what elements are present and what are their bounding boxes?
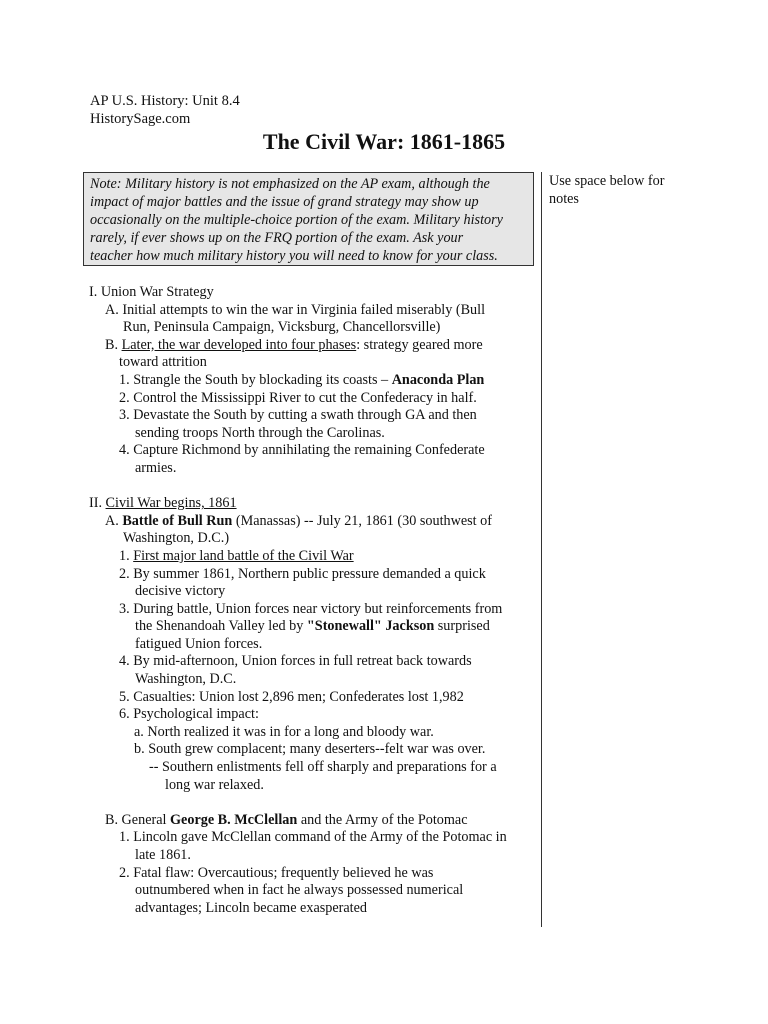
outline-item-cont: toward attrition (119, 354, 207, 371)
notes-label-line: Use space below for (549, 173, 665, 189)
outline-subitem-cont: late 1861. (135, 847, 191, 863)
notes-column-label (549, 172, 689, 208)
item-text: 1. Strangle the South by blockading its coasts – (119, 371, 392, 388)
outline-subitem: 2. Control the Mississippi River to cut the Confederacy in half. (119, 389, 477, 406)
outline-item (89, 337, 537, 355)
section-heading: I. Union War Strategy (89, 284, 214, 300)
outline-subsubitem: a. North realized it was in for a long and bloody war. (134, 723, 434, 740)
note-line: rarely, if ever shows up on the FRQ portion of the exam. Ask your (90, 230, 464, 246)
item-text: (Manassas) -- July 21, 1861 (30 southwest of (232, 512, 492, 529)
outline-item: A. Initial attempts to win the war in Virginia failed miserably (Bull (105, 301, 486, 318)
underlined-text: Later, the war developed into four phases (121, 336, 357, 353)
outline-subitem: 6. Psychological impact: (119, 706, 259, 723)
outline-subitem: 3. Devastate the South by cutting a swath through GA and then (119, 407, 477, 424)
item-text: the Shenandoah Valley led by (135, 618, 307, 635)
outline-subitem: 2. By summer 1861, Northern public pressure demanded a quick (119, 565, 486, 582)
bold-term: Battle of Bull Run (122, 512, 233, 529)
course-label: AP U.S. History: Unit 8.4 (90, 93, 240, 109)
note-line: impact of major battles and the issue of grand strategy may show up (90, 194, 479, 210)
item-text: : strategy geared more (356, 336, 483, 353)
item-prefix: B. (105, 336, 122, 353)
item-prefix: B. General (105, 811, 171, 828)
outline-subitem-cont: fatigued Union forces. (135, 635, 263, 652)
outline-subitem: 4. Capture Richmond by annihilating the remaining Confederate (119, 442, 485, 459)
section-heading (89, 495, 537, 513)
outline-subsubitem: b. South grew complacent; many deserters--felt war was over. (134, 741, 486, 758)
outline-item-cont: Run, Peninsula Campaign, Vicksburg, Chancellorsville) (123, 319, 441, 336)
page-title: The Civil War: 1861-1865 (262, 129, 506, 154)
outline-item (89, 812, 537, 830)
outline-subitem-cont: armies. (135, 459, 177, 476)
outline-subitem (89, 548, 537, 566)
notes-label-line: notes (549, 191, 579, 207)
underlined-text: First major land battle of the Civil War (133, 547, 354, 564)
note-line: occasionally on the multiple-choice portion of the exam. Military history (90, 212, 503, 228)
item-text: and the Army of the Potomac (297, 811, 468, 828)
outline-subitem-cont (89, 618, 537, 636)
outline-subitem (89, 372, 537, 390)
underlined-text: Civil War begins, 1861 (105, 495, 237, 512)
outline-dash-item-cont: long war relaxed. (165, 776, 264, 793)
site-label: HistorySage.com (90, 111, 191, 127)
bold-term: George B. McClellan (170, 811, 298, 828)
bold-term: Anaconda Plan (391, 371, 485, 388)
outline-item-cont: Washington, D.C.) (123, 530, 230, 547)
outline-subitem-cont: outnumbered when in fact he always possessed numerical (135, 882, 464, 899)
column-divider (541, 172, 542, 927)
outline-subitem: 5. Casualties: Union lost 2,896 men; Confederates lost 1,982 (119, 688, 464, 705)
outline-item (89, 513, 537, 531)
bold-term: "Stonewall" Jackson (306, 618, 435, 635)
item-text: surprised (434, 618, 490, 635)
note-line: Note: Military history is not emphasized on the AP exam, although the (90, 176, 490, 192)
outline-subitem: 4. By mid-afternoon, Union forces in full retreat back towards (119, 653, 472, 670)
outline-subitem: 3. During battle, Union forces near victory but reinforcements from (119, 600, 503, 617)
note-box (83, 172, 534, 266)
outline-subitem: 2. Fatal flaw: Overcautious; frequently believed he was (119, 864, 434, 881)
outline-dash-item: -- Southern enlistments fell off sharply and preparations for a (149, 759, 497, 776)
note-line: teacher how much military history you will need to know for your class. (90, 248, 498, 264)
outline-subitem: 1. Lincoln gave McClellan command of the Army of the Potomac in (119, 829, 507, 846)
item-prefix: 1. (119, 547, 134, 564)
item-prefix: II. (89, 495, 106, 512)
item-prefix: A. (105, 512, 123, 529)
outline-subitem-cont: Washington, D.C. (135, 671, 237, 688)
outline (89, 284, 537, 917)
outline-subitem-cont: sending troops North through the Carolinas. (135, 424, 385, 441)
outline-subitem-cont: decisive victory (135, 583, 226, 600)
outline-subitem-cont: advantages; Lincoln became exasperated (135, 899, 368, 916)
